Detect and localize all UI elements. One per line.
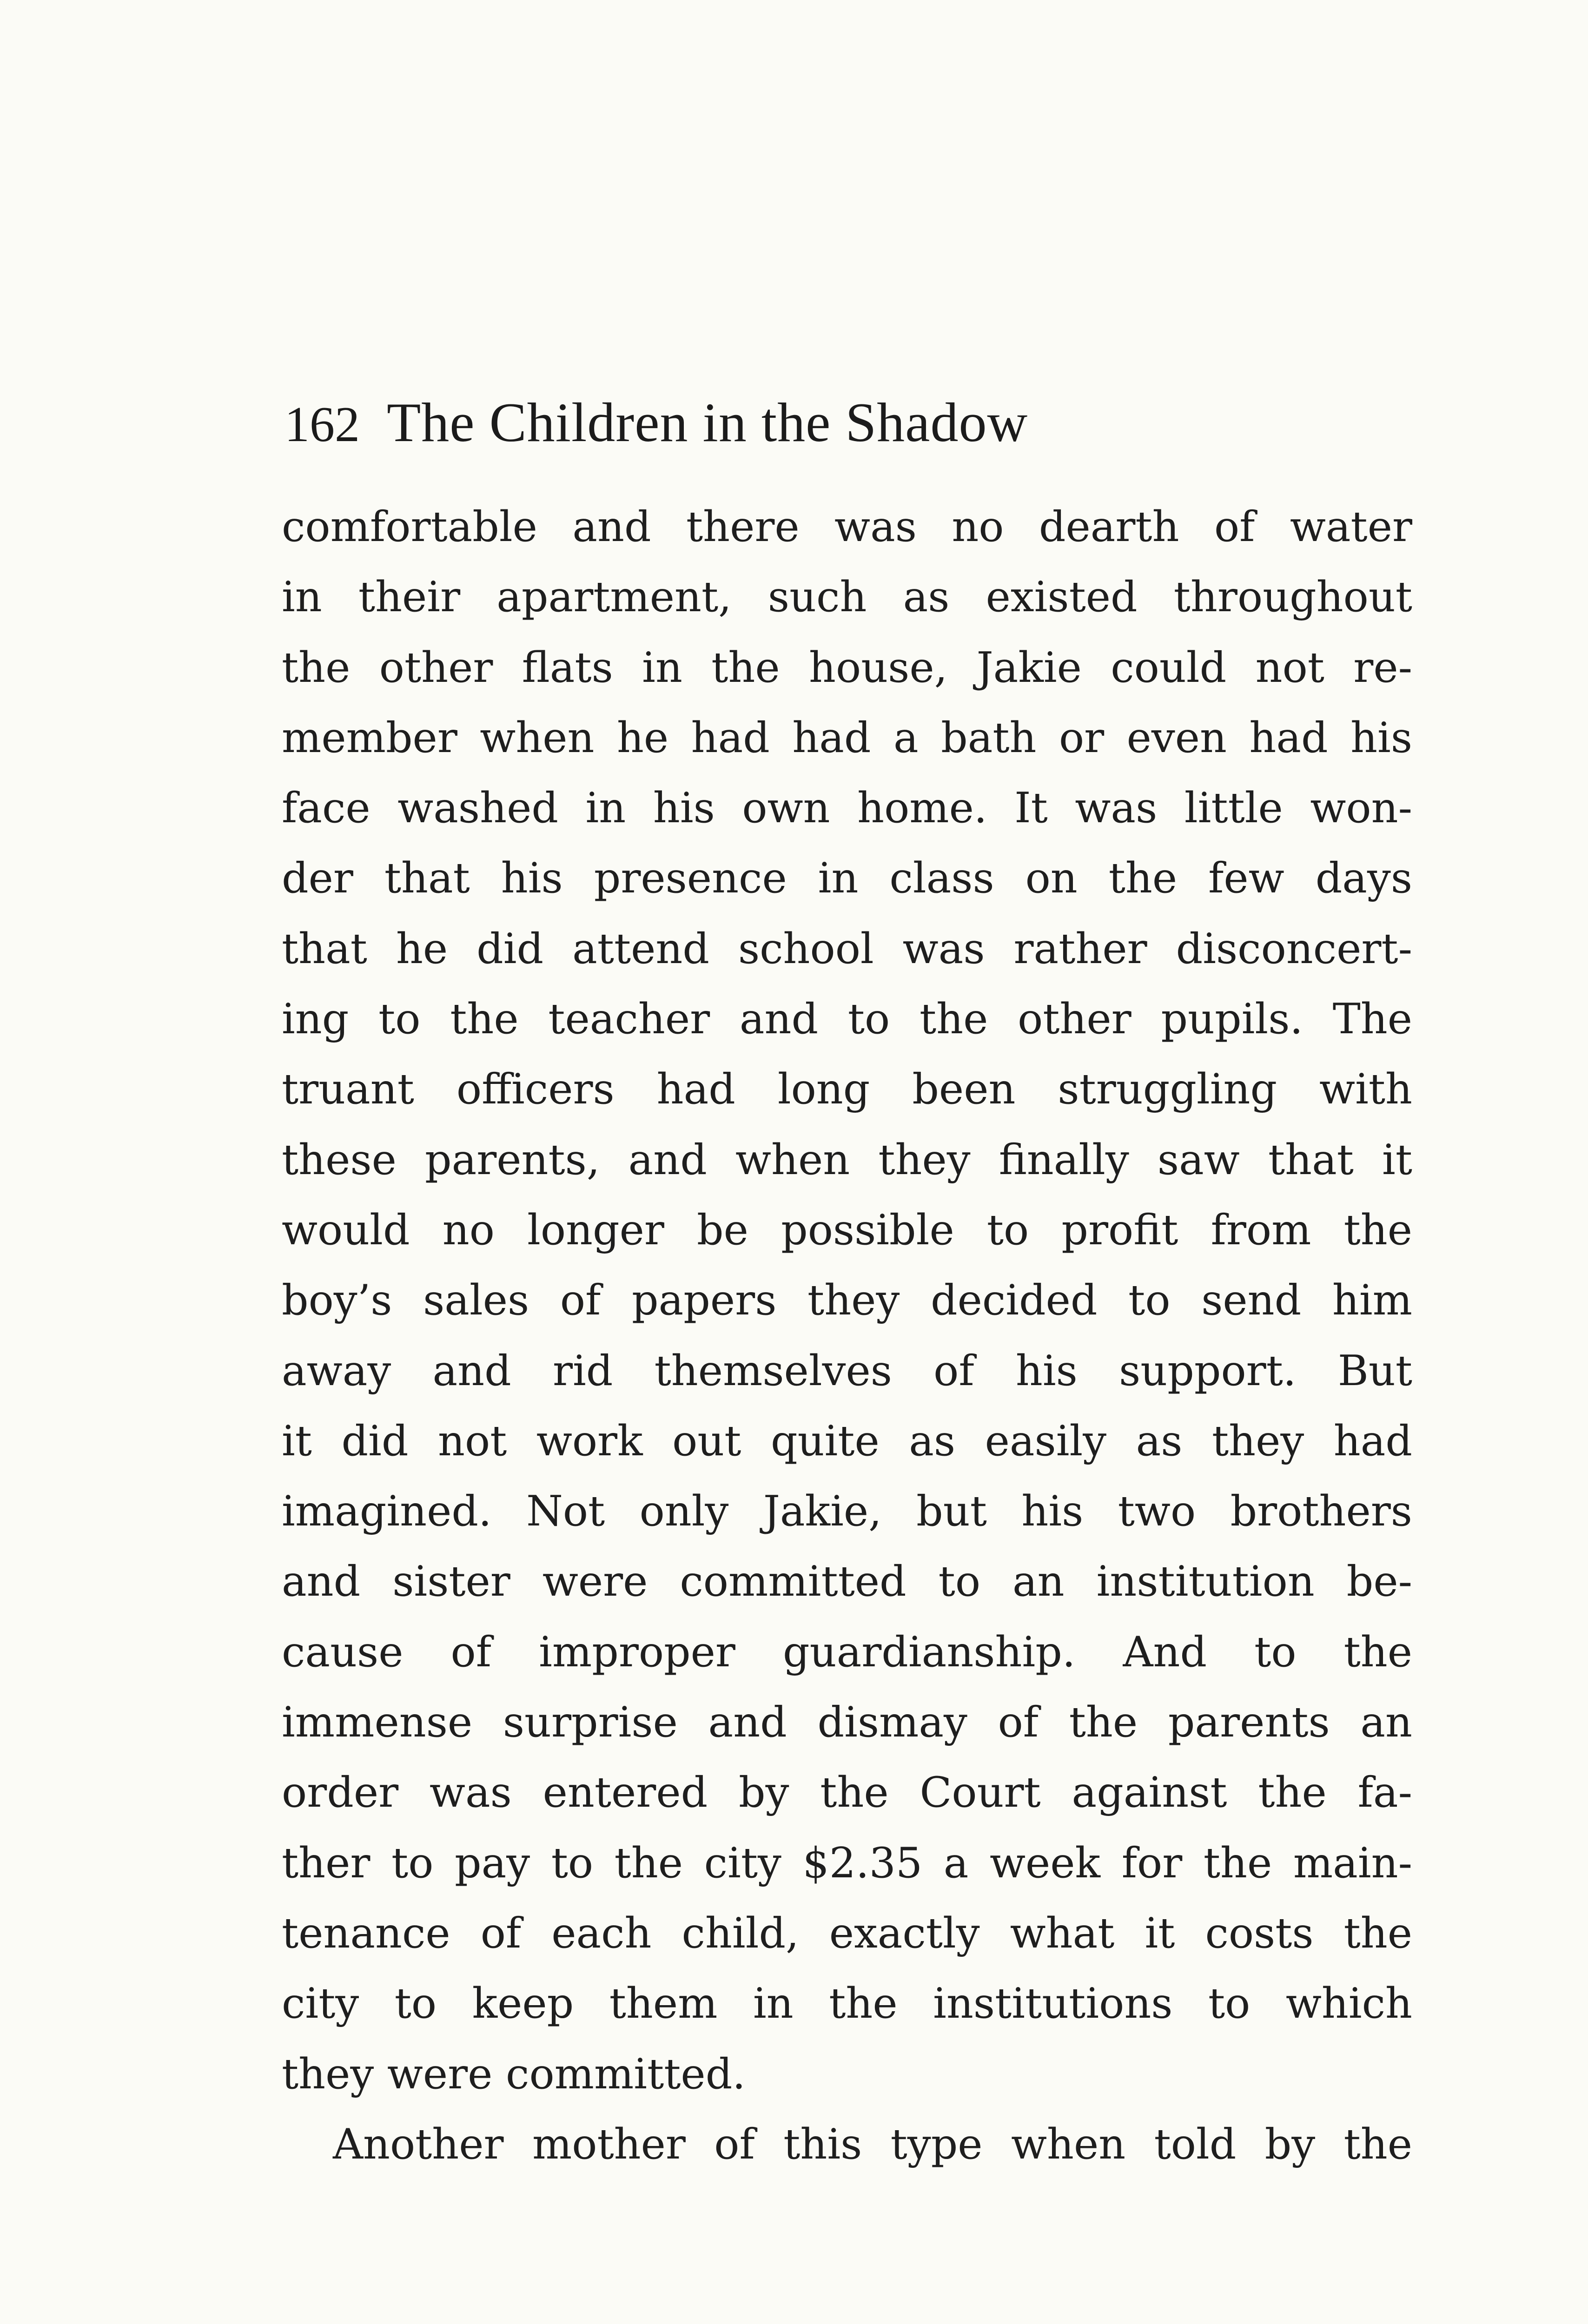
text-line: tenance of each child, exactly what it costs the	[282, 1908, 1412, 1958]
running-head	[285, 390, 1419, 460]
text-line: cause of improper guardianship. And to the	[282, 1627, 1412, 1677]
text-line: member when he had had a bath or even had his	[282, 713, 1412, 762]
text-line: would no longer be possible to profit from the	[282, 1205, 1412, 1254]
text-line: truant officers had long been struggling with	[282, 1065, 1412, 1114]
running-title: The Children in the Shadow	[387, 391, 1028, 453]
text-line: ther to pay to the city $2.35 a week for the main-	[282, 1838, 1412, 1888]
paragraph-start-line: Another mother of this type when told by the	[333, 2119, 1412, 2169]
text-line: face washed in his own home. It was little won-	[282, 784, 1412, 833]
text-line: city to keep them in the institutions to which	[282, 1979, 1412, 2028]
text-line: imagined. Not only Jakie, but his two brothers	[282, 1487, 1412, 1536]
text-line: that he did attend school was rather disconcert-	[282, 924, 1412, 973]
text-line: these parents, and when they finally saw that it	[282, 1135, 1412, 1184]
text-line: in their apartment, such as existed throughout	[282, 573, 1412, 622]
page-number: 162	[285, 397, 360, 452]
text-line: ing to the teacher and to the other pupils. The	[282, 995, 1412, 1044]
text-line: immense surprise and dismay of the parents an	[282, 1698, 1412, 1747]
text-line: it did not work out quite as easily as they had	[282, 1416, 1412, 1466]
text-line: and sister were committed to an institution be-	[282, 1557, 1412, 1606]
text-line: order was entered by the Court against the fa-	[282, 1768, 1412, 1817]
text-line: boy’s sales of papers they decided to send him	[282, 1276, 1412, 1325]
text-line: der that his presence in class on the few days	[282, 854, 1412, 903]
text-line: away and rid themselves of his support. But	[282, 1346, 1412, 1395]
paragraph-end-line: they were committed.	[282, 2049, 746, 2099]
text-line: the other flats in the house, Jakie could not re-	[282, 643, 1412, 692]
text-line: comfortable and there was no dearth of water	[282, 502, 1412, 551]
body-text	[282, 492, 1412, 2179]
